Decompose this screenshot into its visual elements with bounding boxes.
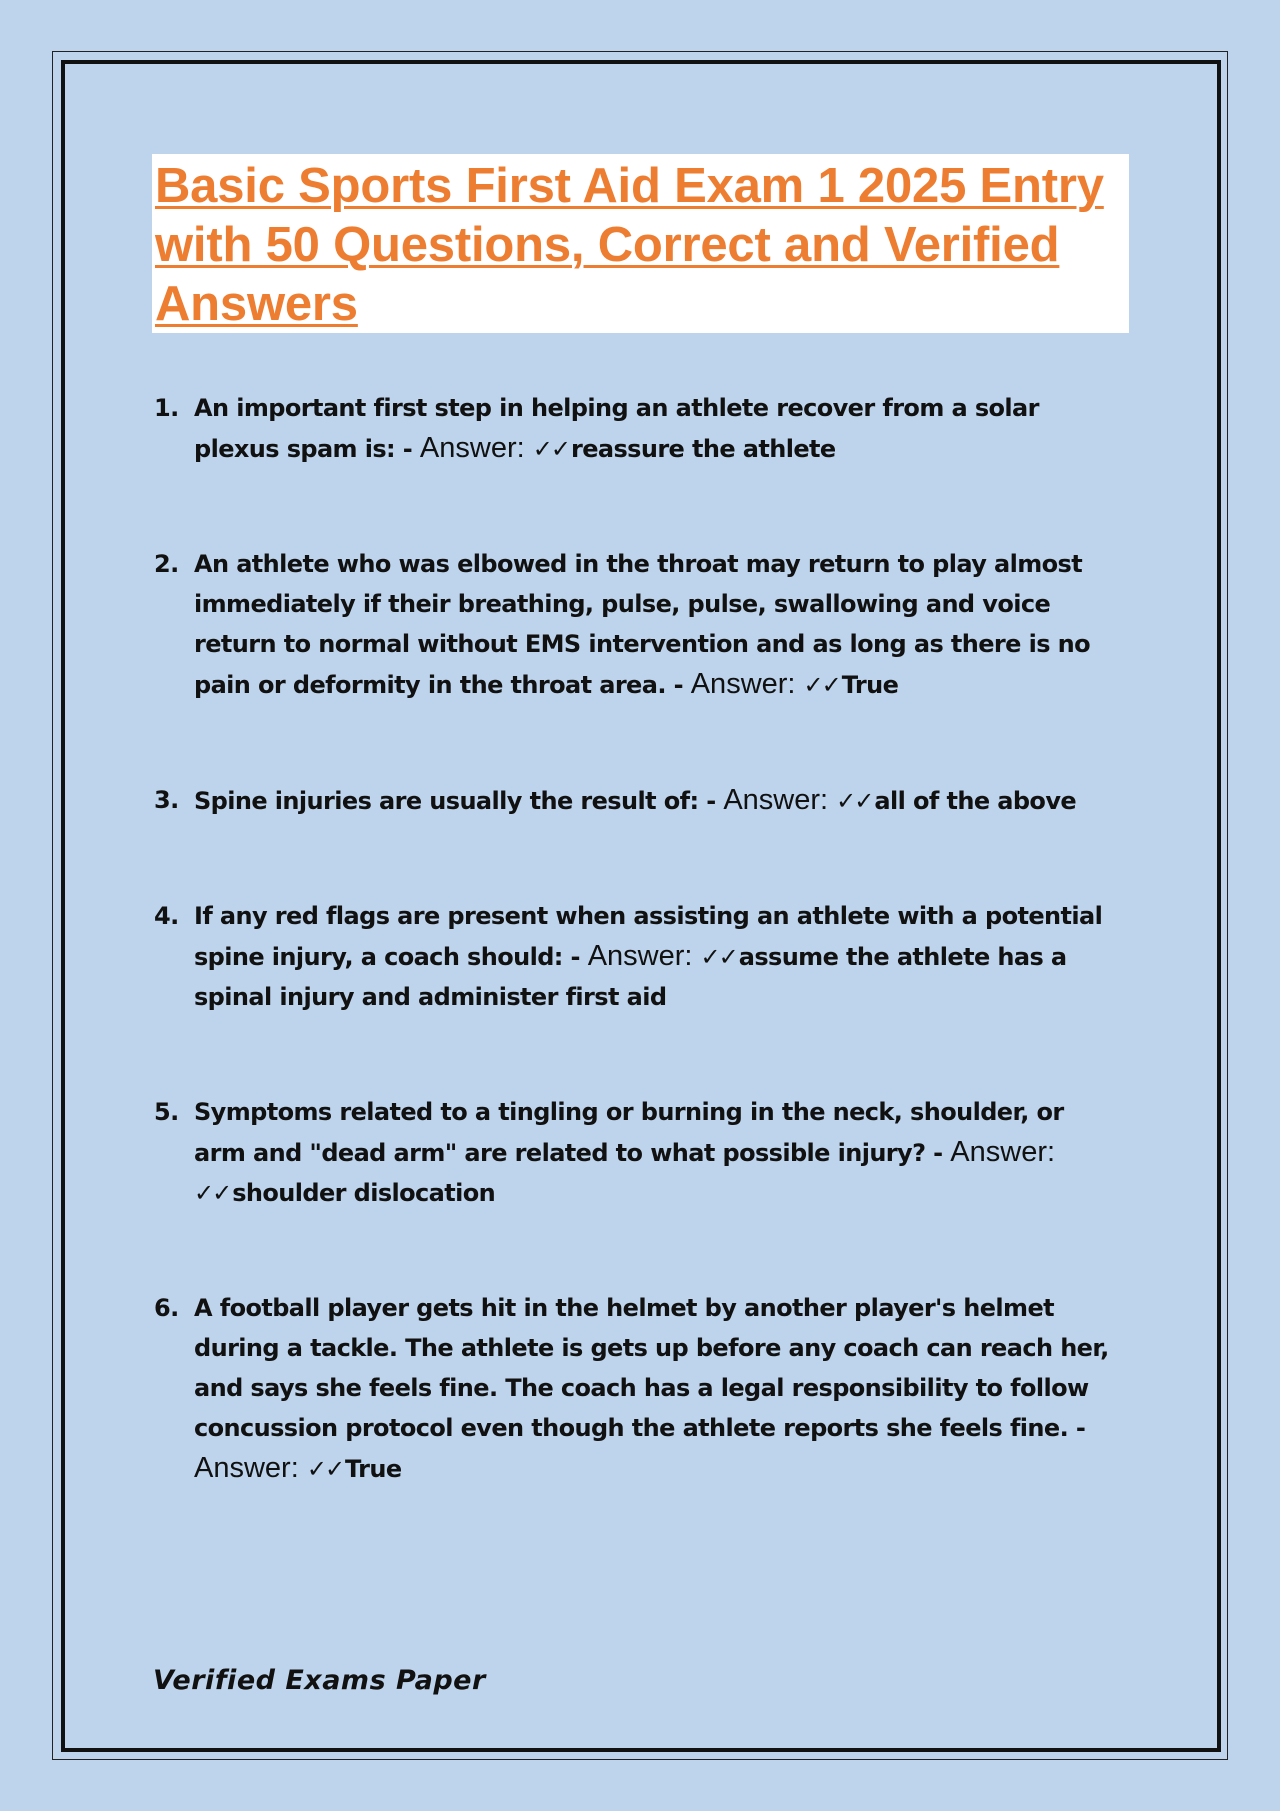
answer-text: assume the athlete has a spinal injury and administer first aid [194, 943, 1067, 1011]
double-check-icon: ✓✓ [700, 943, 737, 971]
question-text: An athlete who was elbowed in the throat may return to play almost immediately if their breathing, pulse, pulse, swallowing and voice return to normal without EMS intervention and as long as there is no pain or deformity in the throat area. - [194, 550, 1091, 699]
question-text: Symptoms related to a tingling or burning in the neck, shoulder, or arm and "dead arm" are related to what possible injury? - [194, 1098, 1064, 1167]
double-check-icon: ✓✓ [532, 435, 569, 463]
question-item: 3. Spine injuries are usually the result of: - Answer: ✓✓all of the above [152, 780, 1112, 821]
question-item: 1. An important first step in helping an athlete recover from a solar plexus spam is: - Answer: ✓✓reassure the athlete [152, 388, 1112, 469]
double-check-icon: ✓✓ [803, 671, 840, 699]
answer-label: Answer [950, 1136, 1047, 1168]
question-item: 6. A football player gets hit in the helmet by another player's helmet during a tackle. The athlete is gets up before any coach can reach her, and says she feels fine. The coach has a legal responsibility to follow concussion protocol even though the athlete reports she feels fine. - Answer: ✓✓True [152, 1288, 1112, 1489]
question-text: An important first step in helping an athlete recover from a solar plexus spam is: - [194, 394, 1039, 463]
question-list [152, 388, 1112, 1489]
question-text: If any red flags are present when assisting an athlete with a potential spine injury, a coach should: - [194, 902, 1103, 971]
question-text: A football player gets hit in the helmet by another player's helmet during a tackle. The athlete is gets up before any coach can reach her, and says she feels fine. The coach has a legal responsibility to follow concussion protocol even though the athlete reports she feels fine. - [194, 1294, 1109, 1442]
answer-label: Answer [723, 784, 821, 816]
answer-label: Answer [419, 432, 517, 464]
question-text: Spine injuries are usually the result of: - [194, 787, 724, 815]
title-banner [152, 154, 1129, 333]
answer-label: Answer [690, 668, 788, 700]
question-number: 1. [154, 394, 179, 422]
answer-label: Answer [587, 940, 685, 972]
question-item: 4. If any red flags are present when assisting an athlete with a potential spine injury, a coach should: - Answer: ✓✓assume the athlete has a spinal injury and administer first aid [152, 896, 1112, 1017]
question-item: 2. An athlete who was elbowed in the throat may return to play almost immediately if their breathing, pulse, pulse, swallowing and voice return to normal without EMS intervention and as long as there is no pain or deformity in the throat area. - Answer: ✓✓True [152, 544, 1112, 705]
question-number: 5. [154, 1098, 179, 1126]
document-title: Basic Sports First Aid Exam 1 2025 Entry with 50 Questions, Correct and Verified Answers [155, 159, 1104, 331]
answer-label: Answer [194, 1452, 291, 1484]
question-number: 2. [154, 550, 179, 578]
question-item: 5. Symptoms related to a tingling or burning in the neck, shoulder, or arm and "dead arm" are related to what possible injury? - Answer: ✓✓shoulder dislocation [152, 1092, 1112, 1213]
answer-text: True [841, 671, 899, 699]
answer-text: reassure the athlete [570, 435, 836, 463]
question-number: 6. [154, 1294, 179, 1322]
answer-text: True [345, 1455, 402, 1483]
double-check-icon: ✓✓ [836, 787, 873, 815]
question-number: 3. [154, 786, 179, 814]
double-check-icon: ✓✓ [194, 1179, 231, 1207]
answer-text: all of the above [874, 787, 1077, 815]
question-number: 4. [154, 902, 179, 930]
answer-text: shoulder dislocation [232, 1179, 496, 1207]
double-check-icon: ✓✓ [306, 1455, 344, 1483]
footer-brand: Verified Exams Paper [153, 1665, 486, 1696]
